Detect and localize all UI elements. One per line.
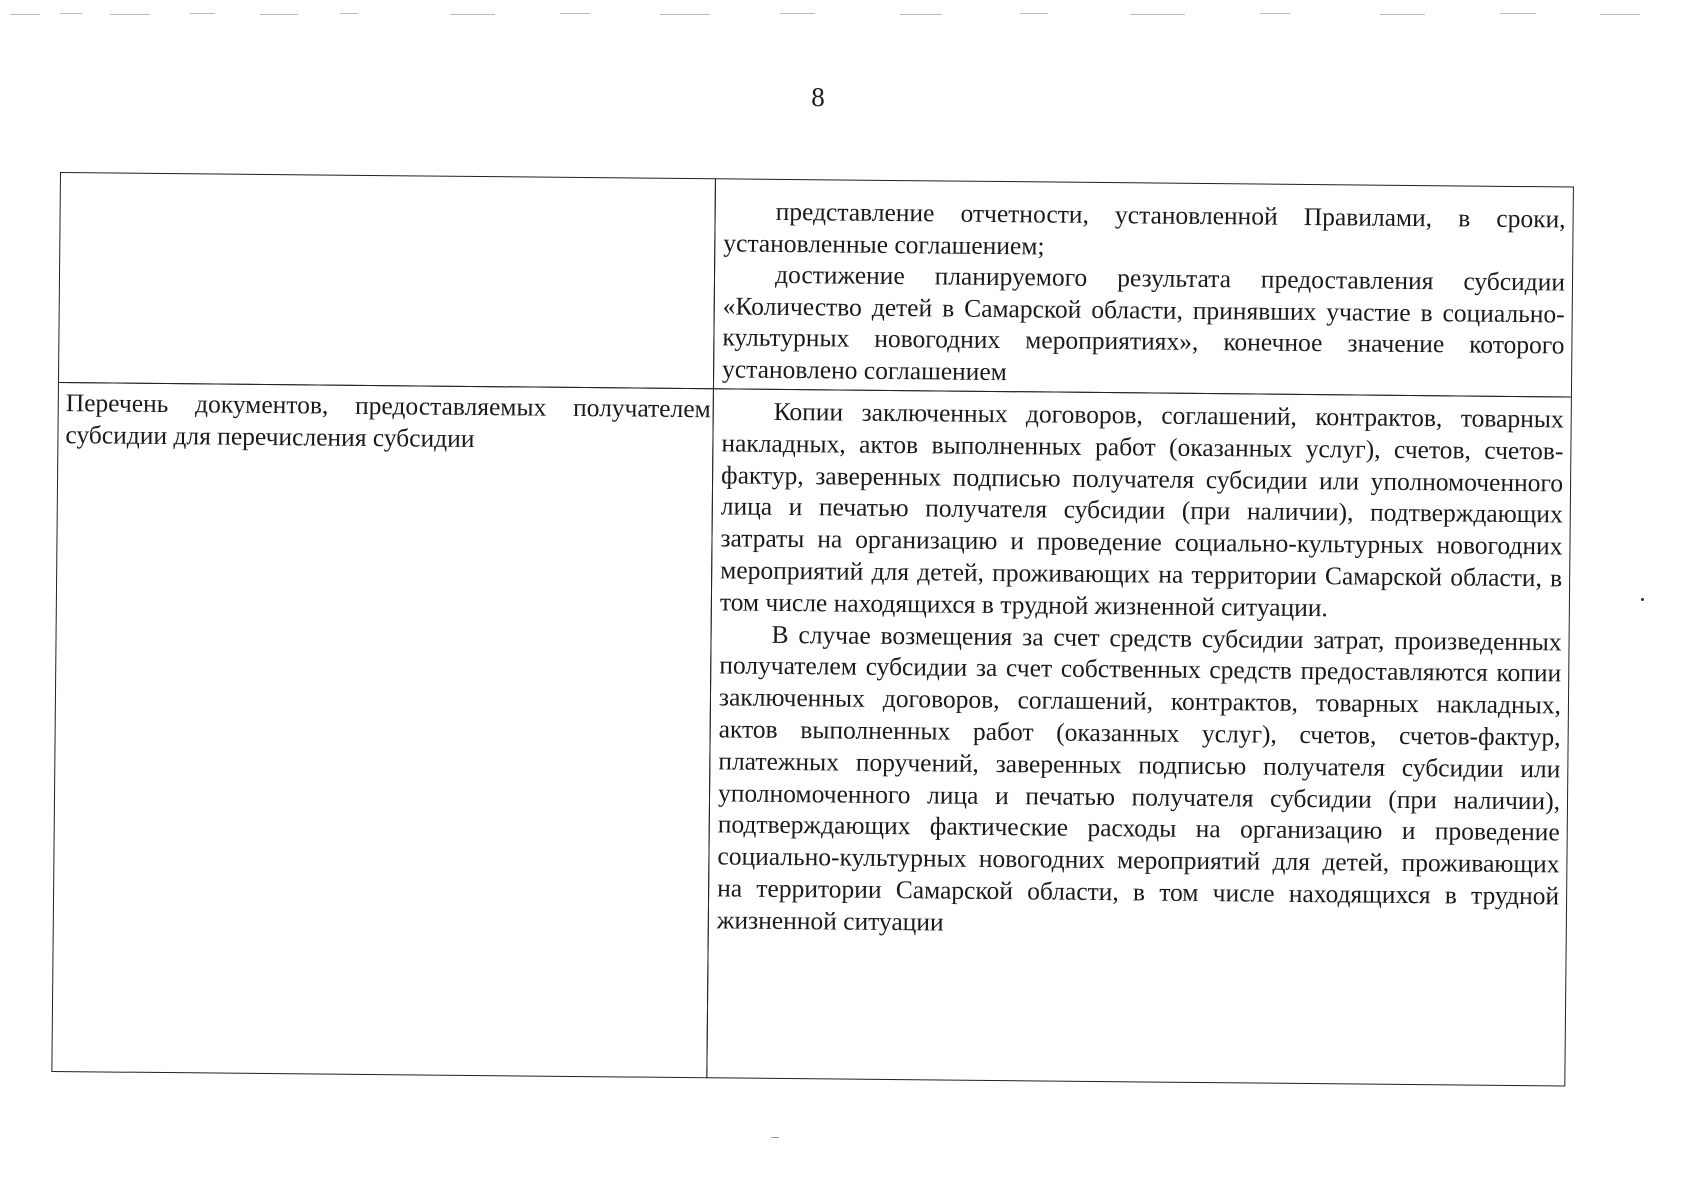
table-cell-row1-content (713, 178, 1574, 397)
document-table (51, 172, 1574, 1088)
scan-noise-strip (0, 8, 1686, 22)
paragraph: представление отчетности, установленной Правилами, в сроки, установленные соглашением; (723, 196, 1566, 260)
paragraph: В случае возмещения за счет средств субсидии затрат, произведенных получателем субсидии за счет собственных средств предоставляются копии заключенных договоров, соглашений, контрактов, товарных накладных, актов выполненных работ (оказанных услуг), счетов, счетов-фактур, платежных поручений, заверенных подписью получателя субсидии или уполномоченного лица и печатью получателя субсидии (при наличии), подтверждающих фактические расходы на организацию и проведение социально-культурных новогодних мероприятий для детей, проживающих на территории Самарской области, в том числе находящихся в трудной жизненной ситуации (716, 619, 1562, 937)
page-number: 8 (811, 82, 825, 112)
paragraph: достижение планируемого результата предоставления субсидии «Количество детей в Самарской области, принявших участие в социально-культурных новогодних мероприятиях», конечное значение которого установлено соглашением (722, 259, 1566, 386)
row-label: Перечень документов, предоставляемых получателем субсидии для перечисления субсидии (65, 388, 711, 453)
paragraph: Копии заключенных договоров, соглашений, контрактов, товарных накладных, актов выполненных работ (оказанных услуг), счетов, счетов-фактур, заверенных подписью получателя субсидии или уполномоченного лица и печатью получателя субсидии (при наличии), подтверждающих затраты на организацию и проведение социально-культурных новогодних мероприятий для детей, проживающих на территории Самарской области, в том числе находящихся в трудной жизненной ситуации. (719, 396, 1564, 622)
scan-dot (1641, 598, 1644, 601)
table-cell-row2-content (706, 388, 1572, 1086)
scan-dash (771, 1137, 779, 1138)
table-cell-row2-label (51, 382, 714, 1078)
table-cell-row1-label (58, 172, 716, 389)
